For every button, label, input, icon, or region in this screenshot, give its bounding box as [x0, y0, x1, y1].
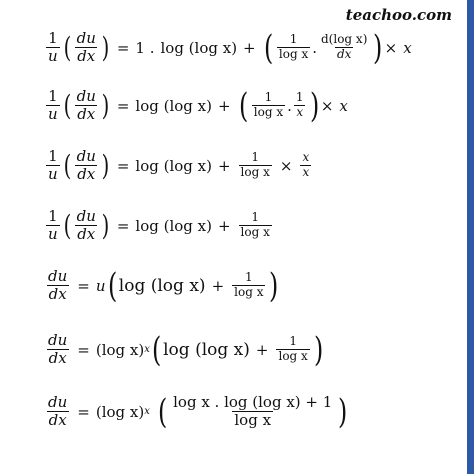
equation-line-2: $\frac{1}{u}$ ( $\frac{du}{dx}$ ) = log (log x) + ( $\frac{1}{\text{log x}}$ . $\frac{1}{x}$ ) × x: [48, 85, 348, 126]
accent-side-bar: [467, 0, 474, 474]
brand-logo: teachoo.com: [345, 6, 452, 24]
equation-line-1: $\frac{1}{u}$ ( $\frac{du}{dx}$ ) = 1 . log (log x) + ( $\frac{1}{\text{log x}}$ . $\frac{\text{d(log x)}}{dx}$ ) × x: [48, 27, 412, 68]
one-over-u: $\frac{1}{u}$: [48, 29, 58, 66]
equation-line-3: $\frac{1}{u}$ ( $\frac{du}{dx}$ ) = log (log x) + $\frac{1}{\text{log x}}$ × $\frac{x}{x}$: [48, 147, 310, 184]
du-dx: $\frac{du}{dx}$: [76, 29, 96, 66]
equation-line-6: $\frac{du}{dx}$ = (log x) x ( log (log x) + $\frac{1}{\text{log x}}$ ): [48, 329, 324, 370]
equation-line-4: $\frac{1}{u}$ ( $\frac{du}{dx}$ ) = log (log x) + $\frac{1}{\text{log x}}$: [48, 207, 270, 244]
equation-line-7: $\frac{du}{dx}$ = (log x) x ( $\frac{\text{log x . log (log x) + 1}}{\text{log x}}$ ): [48, 391, 348, 432]
equation-line-5: $\frac{du}{dx}$ = u ( log (log x) + $\frac{1}{\text{log x}}$ ): [48, 265, 279, 306]
